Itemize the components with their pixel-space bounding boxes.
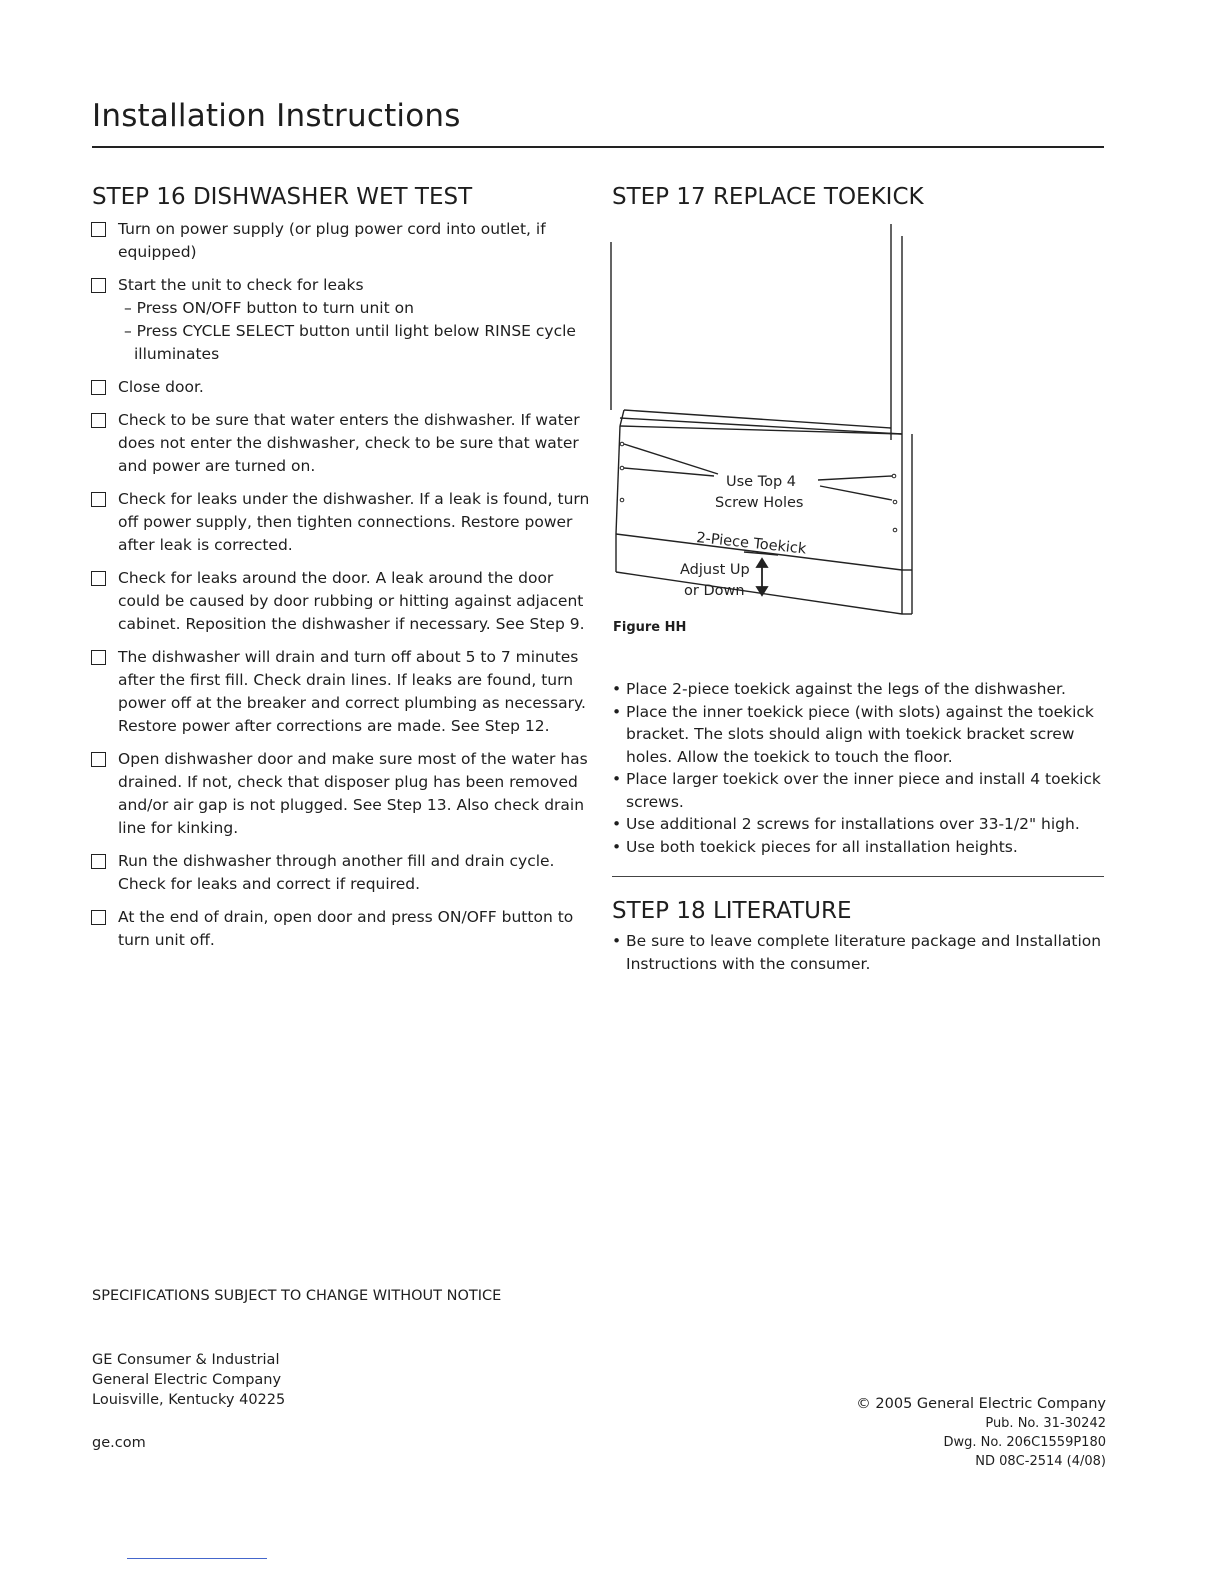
step16-checklist <box>90 218 590 962</box>
address-line: General Electric Company <box>92 1372 282 1388</box>
bracket-left-edge <box>616 426 620 534</box>
nd-number: ND 08C-2514 (4/08) <box>975 1454 1106 1469</box>
page-title: Installation Instructions <box>92 98 461 134</box>
bullet-item: • Use both toekick pieces for all installation heights. <box>612 836 1102 859</box>
screw-hole-icon <box>893 500 897 504</box>
checklist-item <box>90 646 590 738</box>
checklist-item <box>90 488 590 557</box>
step16-heading: STEP 16 DISHWASHER WET TEST <box>92 184 473 210</box>
leader-line <box>818 476 892 480</box>
toekick-figure <box>606 222 922 624</box>
figure-label: or Down <box>684 583 745 599</box>
checklist-item-text: At the end of drain, open door and press ON/OFF button to turn unit off. <box>118 908 574 949</box>
address-line: GE Consumer & Industrial <box>92 1352 280 1368</box>
step18-heading: STEP 18 LITERATURE <box>612 898 852 924</box>
address-line: Louisville, Kentucky 40225 <box>92 1392 286 1408</box>
step18-bullets <box>612 930 1102 975</box>
figure-caption: Figure HH <box>613 620 687 635</box>
figure-label: Use Top 4 <box>726 474 797 490</box>
checklist-subitem: – Press CYCLE SELECT button until light below RINSE cycle illuminates <box>124 322 576 363</box>
bullet-item: • Use additional 2 screws for installations over 33-1/2" high. <box>612 813 1102 836</box>
dwg-number: Dwg. No. 206C1559P180 <box>943 1435 1106 1450</box>
checklist-item <box>90 850 590 896</box>
step17-bullets <box>612 678 1102 858</box>
checkbox-icon[interactable] <box>91 492 106 507</box>
checklist-item-text: The dishwasher will drain and turn off about 5 to 7 minutes after the first fill. Check drain lines. If leaks are found, turn power off at the breaker and correct plumbing as necessary. Restore power after corrections are made. See Step 12. <box>118 648 586 735</box>
screw-hole-icon <box>892 474 896 478</box>
checklist-item <box>90 376 590 399</box>
bullet-item: • Place the inner toekick piece (with slots) against the toekick bracket. The slots should align with toekick bracket screw holes. Allow the toekick to touch the floor. <box>612 701 1102 769</box>
screw-hole-icon <box>620 498 624 502</box>
arrow-up-icon <box>757 559 767 567</box>
checkbox-icon[interactable] <box>91 571 106 586</box>
section-divider <box>612 876 1104 877</box>
checklist-item-text: Turn on power supply (or plug power cord into outlet, if equipped) <box>118 220 546 261</box>
checkbox-icon[interactable] <box>91 222 106 237</box>
bullet-item: • Place 2-piece toekick against the legs of the dishwasher. <box>612 678 1102 701</box>
bullet-item: • Place larger toekick over the inner piece and install 4 toekick screws. <box>612 768 1102 813</box>
step17-heading: STEP 17 REPLACE TOEKICK <box>612 184 924 210</box>
pub-number: Pub. No. 31-30242 <box>985 1416 1106 1431</box>
figure-label: Adjust Up <box>680 562 750 578</box>
checklist-item <box>90 748 590 840</box>
screw-hole-icon <box>620 442 624 446</box>
leader-line <box>624 468 714 476</box>
checklist-item-text: Start the unit to check for leaks <box>118 276 364 294</box>
screw-hole-icon <box>620 466 624 470</box>
company-address <box>92 1350 392 1410</box>
checklist-item <box>90 274 590 366</box>
title-divider <box>92 146 1104 148</box>
specifications-notice: SPECIFICATIONS SUBJECT TO CHANGE WITHOUT NOTICE <box>92 1288 502 1304</box>
link-underline <box>127 1558 267 1559</box>
checkbox-icon[interactable] <box>91 854 106 869</box>
figure-label: Screw Holes <box>715 495 804 511</box>
checklist-item-text: Check for leaks under the dishwasher. If a leak is found, turn off power supply, then tighten connections. Restore power after leak is corrected. <box>118 490 590 554</box>
bullet-item: • Be sure to leave complete literature package and Installation Instructions with the consumer. <box>612 930 1102 975</box>
checkbox-icon[interactable] <box>91 278 106 293</box>
figure-label: 2-Piece Toekick <box>695 530 807 558</box>
checklist-item-text: Check to be sure that water enters the dishwasher. If water does not enter the dishwasher, check to be sure that water and power are turned on. <box>118 411 580 475</box>
checklist-item-text: Run the dishwasher through another fill and drain cycle. Check for leaks and correct if required. <box>118 852 555 893</box>
checklist-item <box>90 218 590 264</box>
checklist-item <box>90 567 590 636</box>
checkbox-icon[interactable] <box>91 380 106 395</box>
leader-line <box>820 486 892 500</box>
screw-hole-icon <box>893 528 897 532</box>
publication-info <box>804 1394 1106 1471</box>
checklist-item-text: Check for leaks around the door. A leak around the door could be caused by door rubbing or hitting against adjacent cabinet. Reposition the dishwasher if necessary. See Step 9. <box>118 569 585 633</box>
inner-toekick-bottom <box>616 572 902 614</box>
checkbox-icon[interactable] <box>91 910 106 925</box>
checkbox-icon[interactable] <box>91 752 106 767</box>
checkbox-icon[interactable] <box>91 650 106 665</box>
copyright: © 2005 General Electric Company <box>856 1396 1106 1412</box>
checklist-item <box>90 906 590 952</box>
checkbox-icon[interactable] <box>91 413 106 428</box>
bracket-front-top <box>620 426 902 434</box>
website-link[interactable]: ge.com <box>92 1435 146 1451</box>
checklist-subitem: – Press ON/OFF button to turn unit on <box>124 299 414 317</box>
checklist-item <box>90 409 590 478</box>
checklist-item-text: Close door. <box>118 378 204 396</box>
checklist-item-text: Open dishwasher door and make sure most of the water has drained. If not, check that disposer plug has been removed and/or air gap is not plugged. See Step 13. Also check drain line for kinking. <box>118 750 588 837</box>
